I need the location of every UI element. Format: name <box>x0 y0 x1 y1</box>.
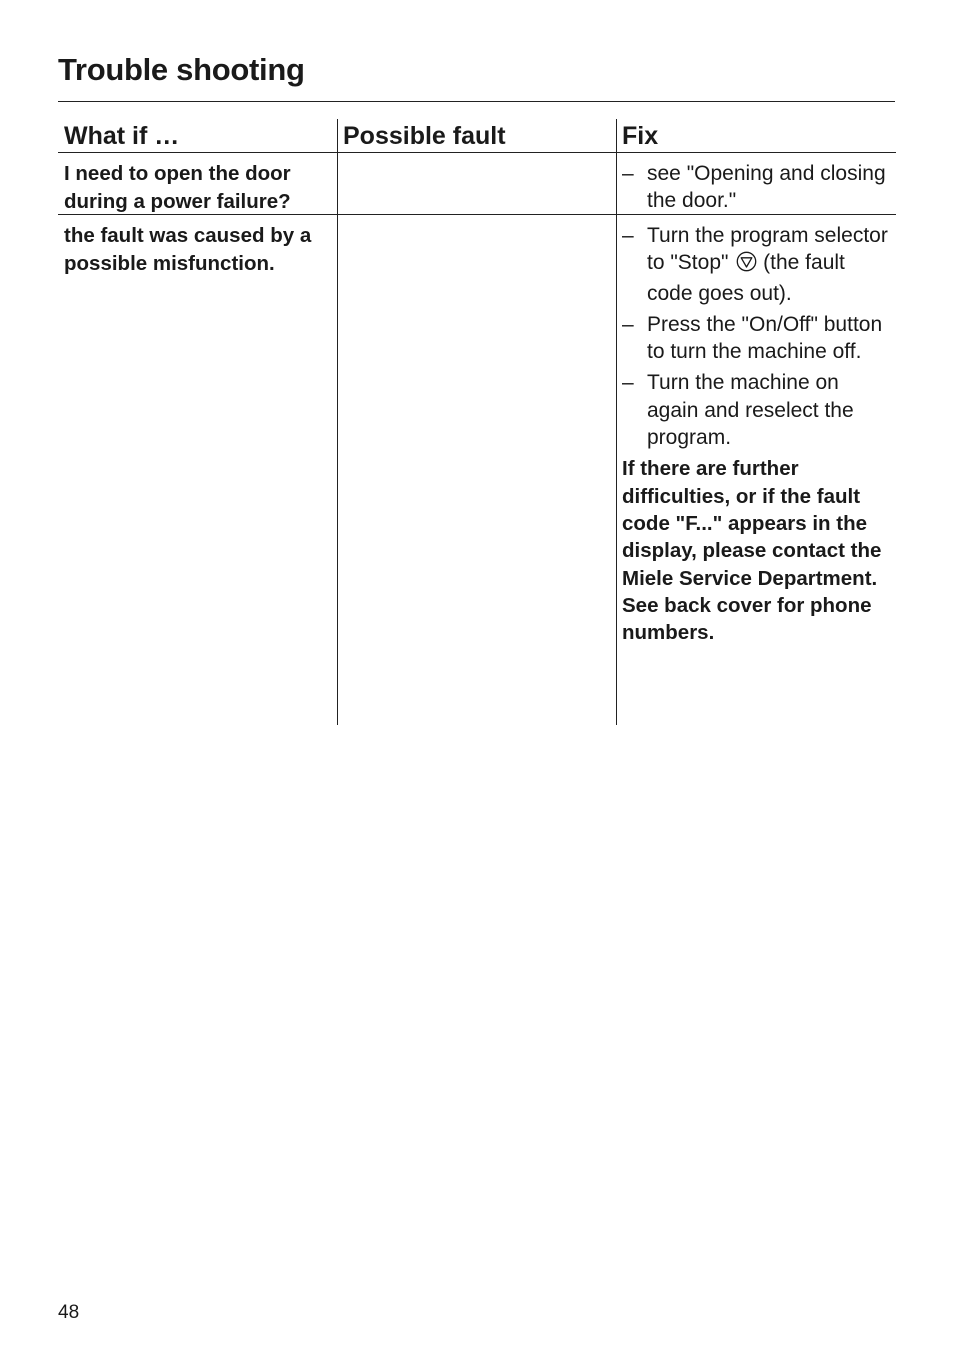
fix-item-text: Turn the program selector to "Stop" <box>647 224 888 275</box>
what-if-cell: I need to open the door during a power failure? <box>64 162 291 213</box>
fix-cell <box>622 160 894 219</box>
page-number: 48 <box>58 1302 80 1323</box>
troubleshooting-table <box>58 119 896 725</box>
what-if-cell: the fault was caused by a possible misfunction. <box>64 224 312 275</box>
fix-item-text: see "Opening and closing the door." <box>647 162 886 213</box>
fix-list-item <box>622 369 894 451</box>
header-possible-fault: Possible fault <box>343 122 506 150</box>
dash-bullet: – <box>622 162 634 185</box>
dash-bullet: – <box>622 224 634 247</box>
fix-list-item <box>622 311 894 366</box>
title-divider <box>58 101 895 102</box>
fix-cell <box>622 222 894 646</box>
fix-item-text: (the fault code goes out). <box>647 251 845 305</box>
table-header-row <box>58 119 896 153</box>
table-row <box>58 215 896 725</box>
fix-item-text: Turn the machine on again and reselect the program. <box>647 371 854 450</box>
stop-symbol-icon <box>736 251 757 279</box>
fix-item-text: Press the "On/Off" button to turn the machine off. <box>647 312 883 364</box>
fix-list-item <box>622 222 894 307</box>
header-fix: Fix <box>622 122 659 150</box>
dash-bullet: – <box>622 371 634 395</box>
page-title: Trouble shooting <box>58 52 305 87</box>
header-what-if: What if … <box>64 122 180 150</box>
dash-bullet: – <box>622 312 634 336</box>
service-contact-note: If there are further difficulties, or if the fault code "F..." appears in the display, please contact the Miele Service Department. See back cover for phone numbers. <box>622 457 882 645</box>
fix-list-item <box>622 160 894 215</box>
table-row <box>58 153 896 215</box>
